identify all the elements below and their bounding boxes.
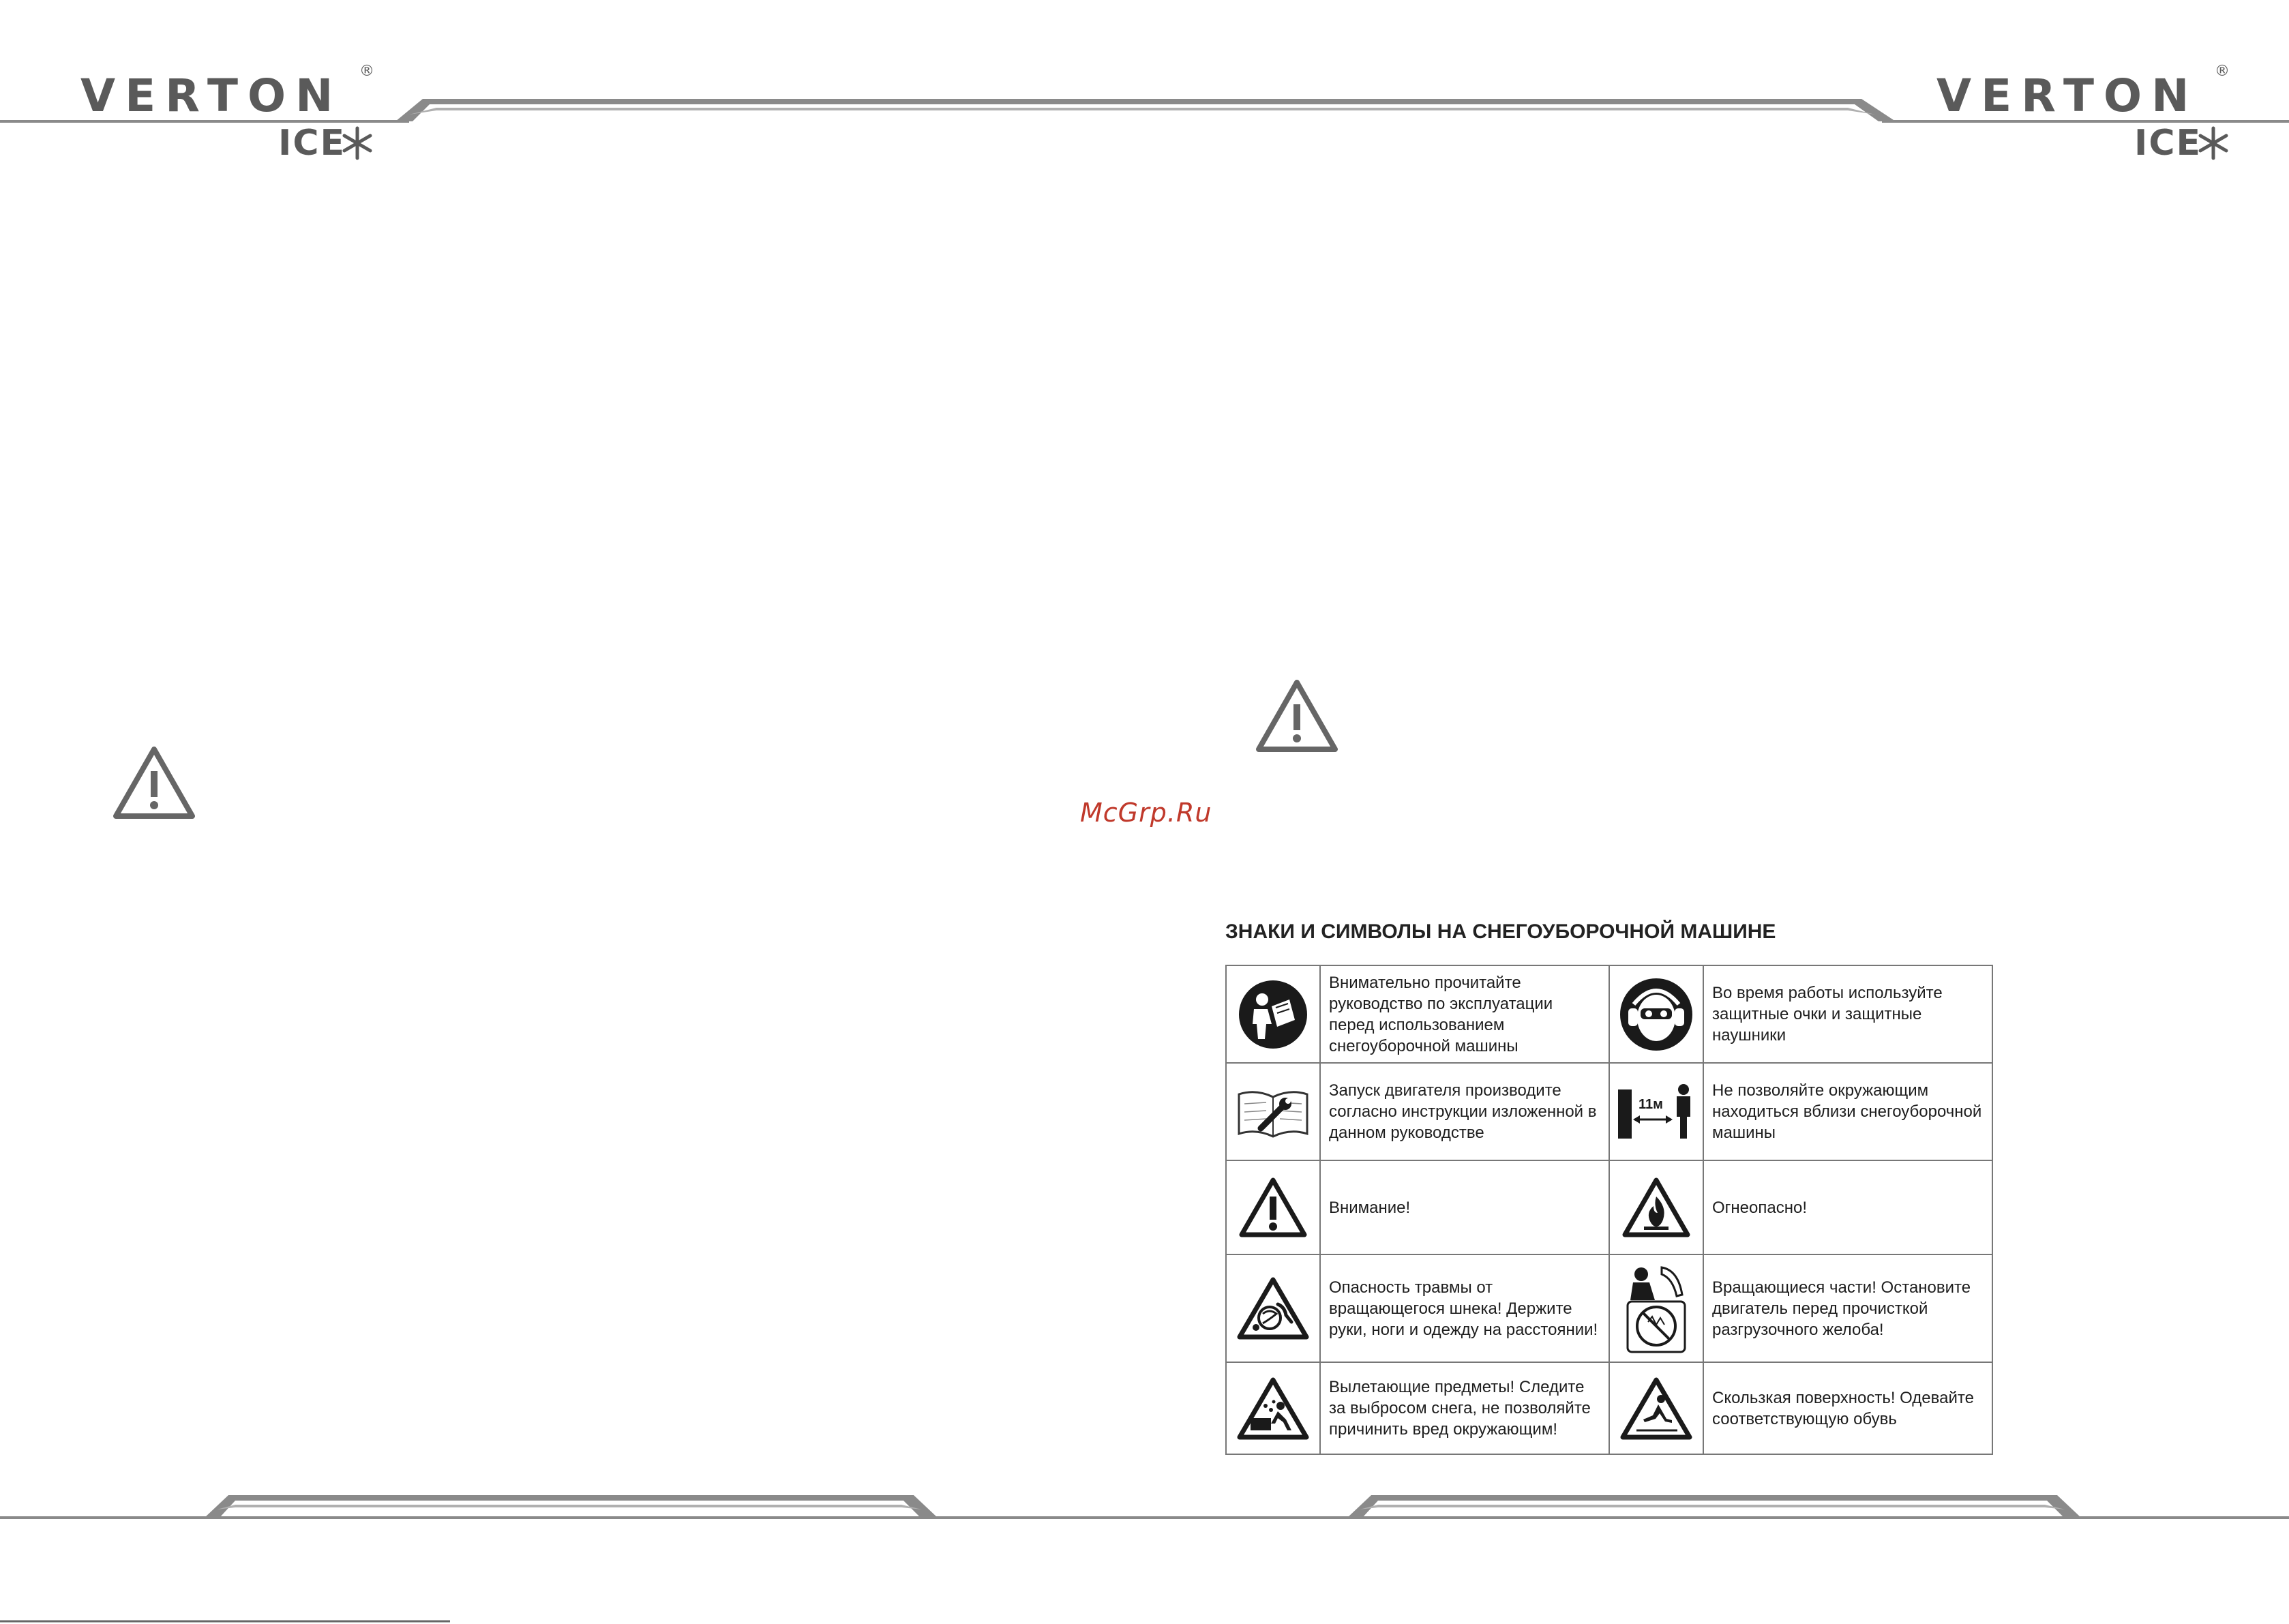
sign-icon-cell [1226,1362,1320,1454]
slippery-surface-icon [1619,1376,1694,1441]
sign-description: Опасность травмы от вращающегося шнека! Держите руки, ноги и одежду на расстоянии! [1320,1254,1609,1362]
section-title: ЗНАКИ И СИМВОЛЫ НА СНЕГОУБОРОЧНОЙ МАШИНЕ [1225,920,1776,943]
table-row [1226,1362,1992,1454]
distance-label: 11м [1639,1096,1663,1112]
sign-icon-cell [1226,965,1320,1063]
sign-description: Вылетающие предметы! Следите за выбросом снега, не позволяйте причинить вред окружающим! [1320,1362,1609,1454]
brand-sub-left: ICE [278,123,346,164]
sign-description: Вращающиеся части! Остановите двигатель перед прочисткой разгрузочного желоба! [1703,1254,1992,1362]
table-row [1226,1254,1992,1362]
snowflake-icon [340,125,375,161]
brand-sub-right: ICE [2134,123,2202,164]
sign-description: Внимательно прочитайте руководство по эксплуатации перед использованием снегоуборочной машины [1320,965,1609,1063]
sign-icon-cell [1226,1254,1320,1362]
table-row [1226,1063,1992,1160]
brand-logo-left: VERTON [80,70,343,122]
sign-icon-cell [1226,1063,1320,1160]
registered-mark-left: ® [359,63,374,80]
goggles-earmuffs-icon [1619,977,1694,1052]
manual-wrench-icon [1236,1085,1310,1139]
keep-distance-icon [1615,1081,1697,1143]
warning-icon [1255,678,1339,753]
table-row [1226,1160,1992,1254]
read-manual-icon [1238,979,1308,1050]
watermark-text: McGrp.Ru [1080,798,1212,828]
sign-icon-cell [1609,1160,1703,1254]
table-row [1226,965,1992,1063]
sign-description: Во время работы используйте защитные очки и защитные наушники [1703,965,1992,1063]
auger-hazard-icon [1236,1276,1311,1341]
sign-description: Огнеопасно! [1703,1160,1992,1254]
registered-mark-right: ® [2215,63,2230,80]
flying-objects-icon [1236,1376,1311,1441]
warning-icon [112,745,196,820]
sign-description: Не позволяйте окружающим находиться вблизи снегоуборочной машины [1703,1063,1992,1160]
signs-table [1225,965,1993,1455]
sign-description: Скользкая поверхность! Одевайте соответствующую обувь [1703,1362,1992,1454]
sign-description: Запуск двигателя производите согласно инструкции изложенной в данном руководстве [1320,1063,1609,1160]
sign-icon-cell [1609,1254,1703,1362]
sign-icon-cell [1226,1160,1320,1254]
snowflake-icon [2196,125,2231,161]
sign-icon-cell [1609,1063,1703,1160]
warning-icon [1238,1176,1308,1239]
brand-logo-right: VERTON [1936,70,2199,122]
sign-description: Внимание! [1320,1160,1609,1254]
sign-icon-cell [1609,1362,1703,1454]
fire-hazard-icon [1621,1176,1692,1239]
rotating-parts-icon [1621,1261,1692,1356]
sign-icon-cell [1609,965,1703,1063]
